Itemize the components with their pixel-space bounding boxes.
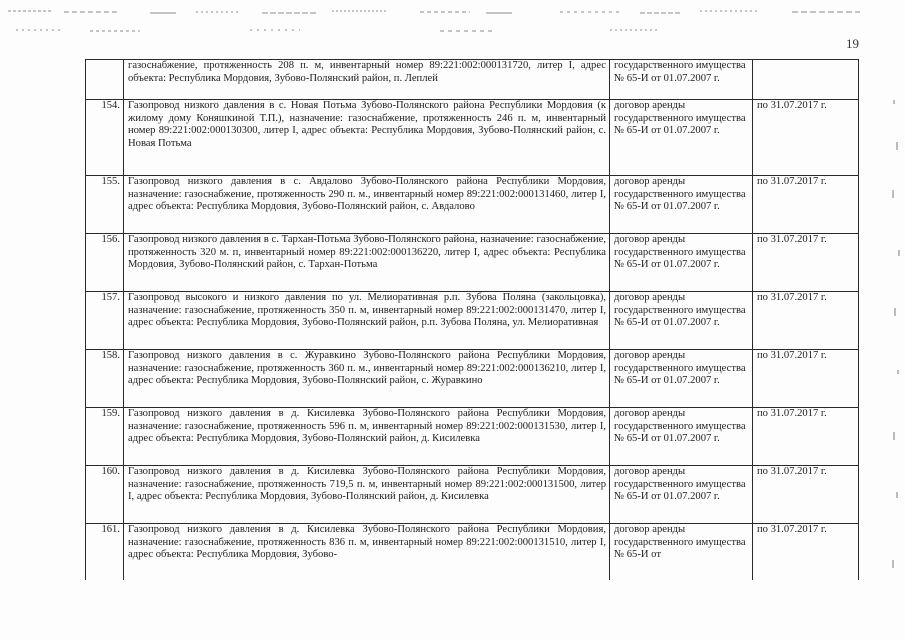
row-number: 156.: [86, 234, 124, 292]
lease-basis: договор аренды государственного имущества № 65-И от 01.07.2007 г.: [610, 350, 753, 408]
lease-basis: государственного имущества № 65-И от 01.07.2007 г.: [610, 60, 753, 100]
lease-term: по 31.07.2017 г.: [753, 524, 859, 581]
row-number: 154.: [86, 100, 124, 176]
row-number: 158.: [86, 350, 124, 408]
row-number: 155.: [86, 176, 124, 234]
object-description: Газопровод низкого давления в с. Тархан-Потьма Зубово-Полянского района, назначение: газоснабжение, протяженность 320 м. п, инвентарный номер 89:221:002:000136220, литер I, адрес объекта: Республика Мордовия, Зубово-Полянский район, с. Тархан-Потьма: [124, 234, 610, 292]
lease-term: по 31.07.2017 г.: [753, 100, 859, 176]
object-description: газоснабжение, протяженность 208 п. м, инвентарный номер 89:221:002:000131720, литер I, адрес объекта: Республика Мордовия, Зубово-Полянский район, п. Леплей: [124, 60, 610, 100]
object-description: Газопровод низкого давления в д. Кисилевка Зубово-Полянского района Республики Мордовия, назначение: газоснабжение, протяженность 719,5 п. м, инвентарный номер 89:221:002:000131500, литер I, адрес объекта: Республика Мордовия, Зубово-Полянский район, д. Кисилевка: [124, 466, 610, 524]
table-row: [86, 466, 859, 524]
table-row: [86, 292, 859, 350]
lease-basis: договор аренды государственного имущества № 65-И от 01.07.2007 г.: [610, 100, 753, 176]
lease-basis: договор аренды государственного имущества № 65-И от: [610, 524, 753, 581]
row-number: 160.: [86, 466, 124, 524]
lease-basis: договор аренды государственного имущества № 65-И от 01.07.2007 г.: [610, 466, 753, 524]
lease-term: по 31.07.2017 г.: [753, 292, 859, 350]
object-description: Газопровод низкого давления в д. Кисилевка Зубово-Полянского района Республики Мордовия, назначение: газоснабжение, протяженность 596 п. м, инвентарный номер 89:221:002:000131530, литер I, адрес объекта: Республика Мордовия, Зубово-Полянский район, д. Кисилевка: [124, 408, 610, 466]
lease-term: [753, 60, 859, 100]
object-description: Газопровод низкого давления в с. Новая Потьма Зубово-Полянского района Республики Мордовия (к жилому дому Коняшкиной Т.П.), назначение: газоснабжение, протяженность 246 п. м, инвентарный номер 89:221:002:000130300, литер I, адрес объекта: Республика Мордовия, Зубово-Полянский район, с. Новая Потьма: [124, 100, 610, 176]
table-row: [86, 350, 859, 408]
object-description: Газопровод низкого давления в с. Журавкино Зубово-Полянского района Республики Мордовия, назначение: газоснабжение, протяженность 360 п. м., инвентарный номер 89:221:002:000136210, литер I, адрес объекта: Республика Мордовия, Зубово-Полянский район, с. Журавкино: [124, 350, 610, 408]
lease-basis: договор аренды государственного имущества № 65-И от 01.07.2007 г.: [610, 292, 753, 350]
page-number: 19: [846, 36, 859, 51]
lease-basis: договор аренды государственного имущества № 65-И от 01.07.2007 г.: [610, 408, 753, 466]
row-number: 157.: [86, 292, 124, 350]
scan-artifact-marks: [0, 0, 905, 40]
lease-term: по 31.07.2017 г.: [753, 234, 859, 292]
row-number: 159.: [86, 408, 124, 466]
table-row: [86, 234, 859, 292]
scan-edge-marks: [885, 40, 905, 640]
table-row: [86, 100, 859, 176]
table-row: [86, 60, 859, 100]
object-description: Газопровод низкого давления в с. Авдалово Зубово-Полянского района Республики Мордовия, назначение: газоснабжение, протяженность 290 п. м., инвентарный номер 89:221:002:000131460, литер I, адрес объекта: Республика Мордовия, Зубово-Полянский район, с. Авдалово: [124, 176, 610, 234]
row-number: [86, 60, 124, 100]
lease-term: по 31.07.2017 г.: [753, 176, 859, 234]
lease-term: по 31.07.2017 г.: [753, 466, 859, 524]
table-row: [86, 524, 859, 581]
table-row: [86, 408, 859, 466]
lease-term: по 31.07.2017 г.: [753, 350, 859, 408]
lease-basis: договор аренды государственного имущества № 65-И от 01.07.2007 г.: [610, 234, 753, 292]
property-registry-table: [85, 59, 859, 580]
lease-basis: договор аренды государственного имущества № 65-И от 01.07.2007 г.: [610, 176, 753, 234]
object-description: Газопровод низкого давления в д. Кисилевка Зубово-Полянского района Республики Мордовия, назначение: газоснабжение, протяженность 836 п. м, инвентарный номер 89:221:002:000131510, литер I, адрес объекта: Республика Мордовия, Зубово-: [124, 524, 610, 581]
row-number: 161.: [86, 524, 124, 581]
table-row: [86, 176, 859, 234]
lease-term: по 31.07.2017 г.: [753, 408, 859, 466]
object-description: Газопровод высокого и низкого давления по ул. Мелиоративная р.п. Зубова Поляна (закольцовка), назначение: газоснабжение, протяженность 350 п. м, инвентарный номер 89:221:002:000131470, литер I, адрес объекта: Республика Мордовия, Зубово-Полянский район, р.п. Зубова Поляна, ул. Мелиоративная: [124, 292, 610, 350]
